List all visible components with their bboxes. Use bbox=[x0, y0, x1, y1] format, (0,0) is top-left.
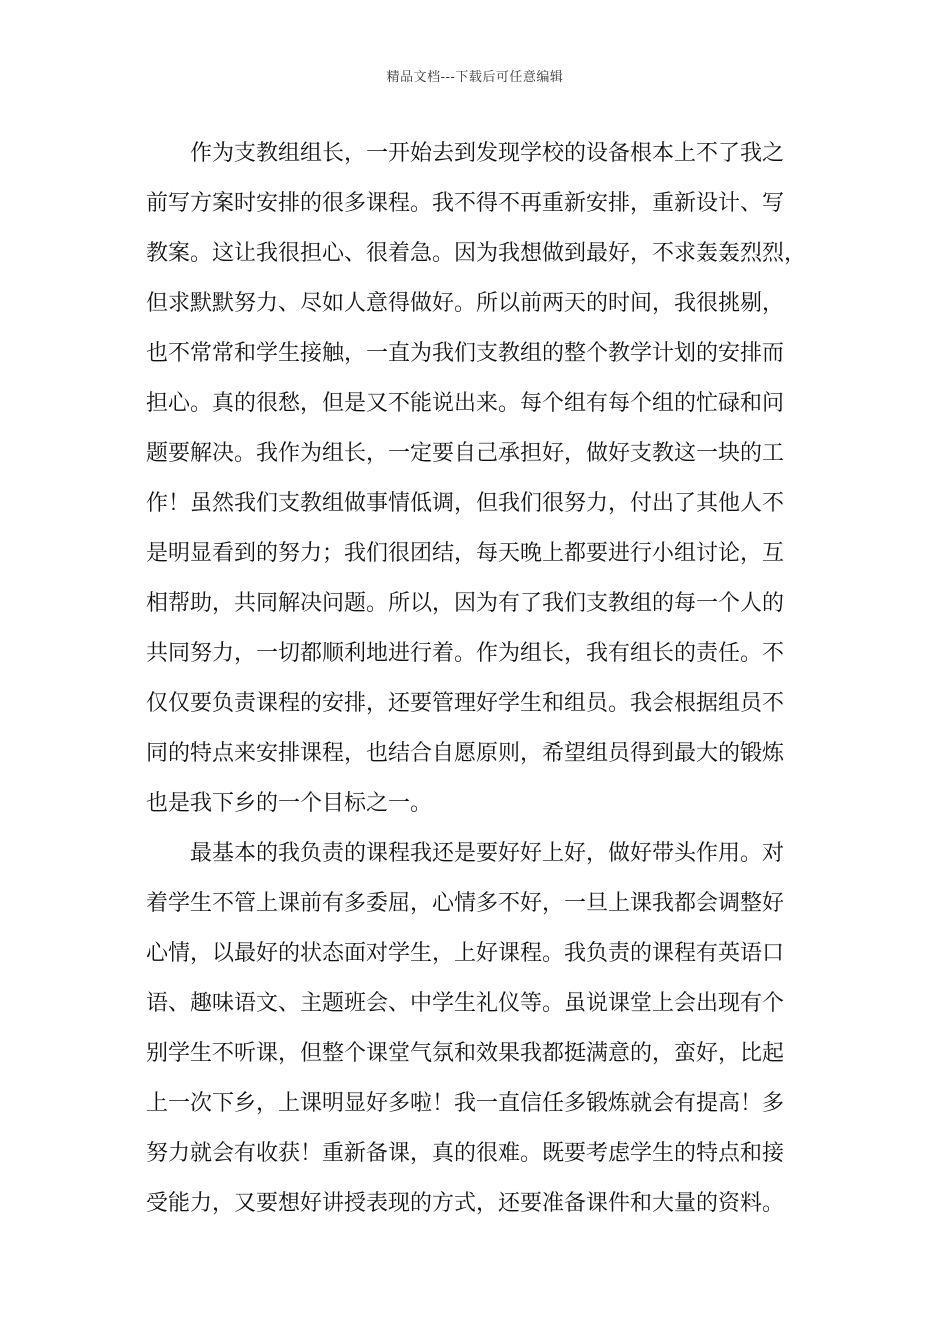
text-line: 同的特点来安排课程，也结合自愿原则，希望组员得到最大的锻炼 bbox=[146, 741, 785, 766]
text-line: 着学生不管上课前有多委屈，心情多不好，一旦上课我都会调整好 bbox=[146, 891, 785, 916]
text-line: 教案。这让我很担心、很着急。因为我想做到最好，不求轰轰烈烈， bbox=[146, 241, 807, 266]
text-line: 相帮助，共同解决问题。所以，因为有了我们支教组的每一个人的 bbox=[146, 591, 785, 616]
text-line: 别学生不听课，但整个课堂气氛和效果我都挺满意的，蛮好，比起 bbox=[146, 1041, 785, 1066]
text-line: 仅仅要负责课程的安排，还要管理好学生和组员。我会根据组员不 bbox=[146, 691, 785, 716]
text-line: 最基本的我负责的课程我还是要好好上好，做好带头作用。对 bbox=[190, 841, 785, 866]
text-line: 担心。真的很愁，但是又不能说出来。每个组有每个组的忙碌和问 bbox=[146, 391, 785, 416]
text-line: 是明显看到的努力；我们很团结，每天晚上都要进行小组讨论，互 bbox=[146, 541, 785, 566]
text-line: 前写方案时安排的很多课程。我不得不再重新安排，重新设计、写 bbox=[146, 191, 785, 216]
text-line: 受能力，又要想好讲授表现的方式，还要准备课件和大量的资料。 bbox=[146, 1191, 785, 1216]
text-line: 共同努力，一切都顺利地进行着。作为组长，我有组长的责任。不 bbox=[146, 641, 785, 666]
text-line: 语、趣味语文、主题班会、中学生礼仪等。虽说课堂上会出现有个 bbox=[146, 991, 785, 1016]
text-line: 心情，以最好的状态面对学生，上好课程。我负责的课程有英语口 bbox=[146, 941, 785, 966]
document-body bbox=[146, 134, 822, 1234]
page-header: 精品文档---下载后可任意编辑 bbox=[386, 70, 564, 85]
text-line: 但求默默努力、尽如人意得做好。所以前两天的时间，我很挑剔， bbox=[146, 291, 785, 316]
paragraph-1 bbox=[146, 134, 822, 834]
text-line: 也不常常和学生接触，一直为我们支教组的整个教学计划的安排而 bbox=[146, 341, 785, 366]
text-line: 作！虽然我们支教组做事情低调，但我们很努力，付出了其他人不 bbox=[146, 491, 785, 516]
text-line: 上一次下乡，上课明显好多啦！我一直信任多锻炼就会有提高！多 bbox=[146, 1091, 785, 1116]
text-line: 也是我下乡的一个目标之一。 bbox=[146, 791, 433, 816]
text-line: 题要解决。我作为组长，一定要自己承担好，做好支教这一块的工 bbox=[146, 441, 785, 466]
text-line: 努力就会有收获！重新备课，真的很难。既要考虑学生的特点和接 bbox=[146, 1141, 785, 1166]
paragraph-2 bbox=[146, 834, 822, 1234]
text-line: 作为支教组组长，一开始去到发现学校的设备根本上不了我之 bbox=[190, 141, 785, 166]
